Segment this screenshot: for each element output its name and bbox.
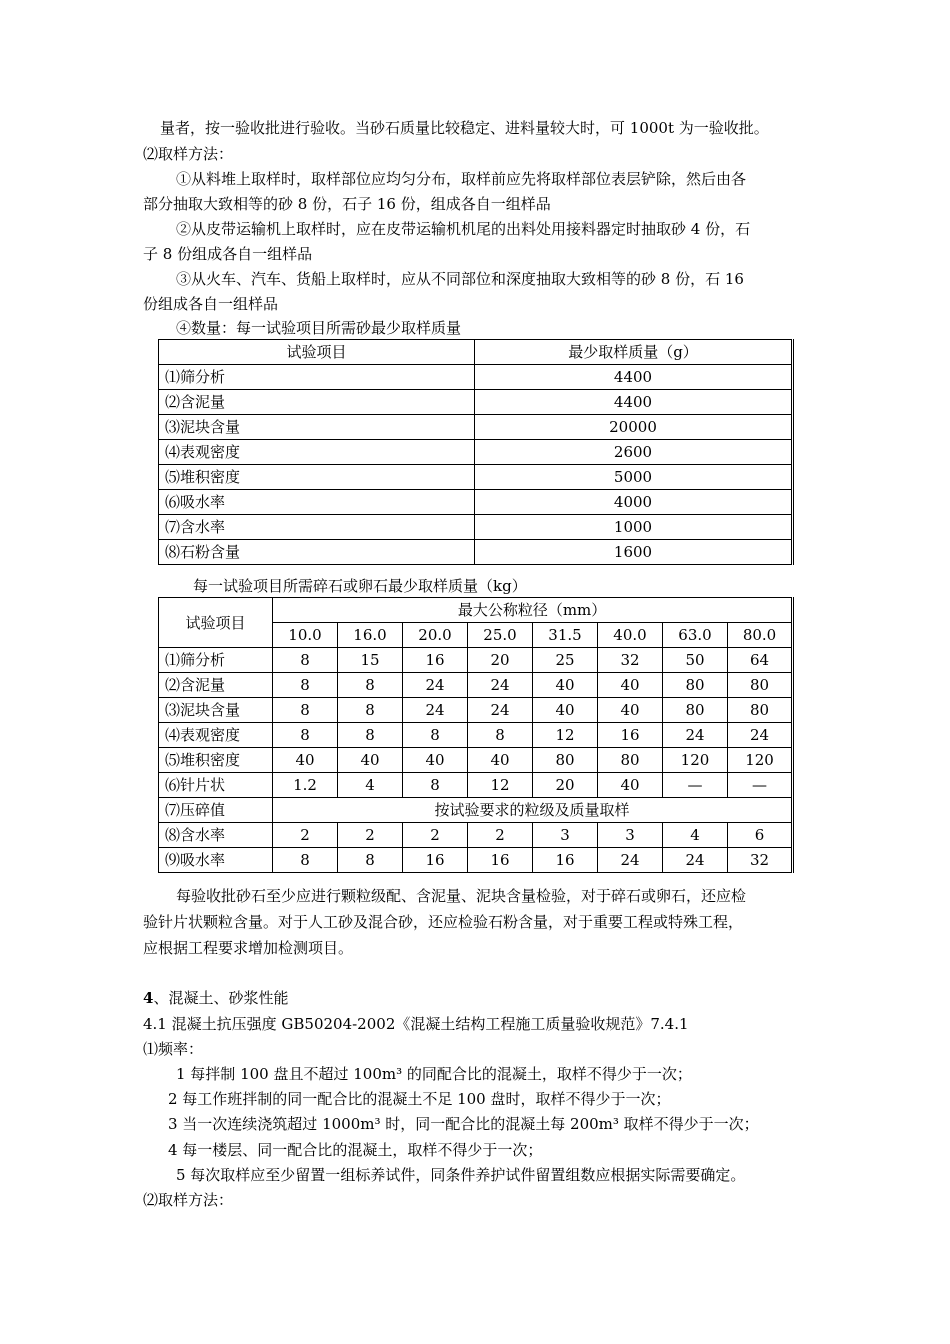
table-cell: 80 — [663, 698, 728, 723]
table-row — [159, 415, 793, 440]
table-cell: 16 — [403, 848, 468, 873]
table-cell: 4 — [338, 773, 403, 798]
list-item: 5 每次取样应至少留置一组标养试件，同条件养护试件留置组数应根据实际需要确定。 — [176, 1166, 746, 1184]
table-cell: ⑻石粉含量 — [159, 540, 475, 565]
table-cell: 25 — [533, 648, 598, 673]
table-cell: — — [663, 773, 728, 798]
text-line: 每验收批砂石至少应进行颗粒级配、含泥量、泥块含量检验，对于碎石或卵石，还应检 — [176, 887, 747, 905]
text-line: ⑵取样方法： — [143, 1191, 234, 1209]
table-cell: 2 — [403, 823, 468, 848]
table-cell: 40 — [598, 673, 663, 698]
table-row — [159, 365, 793, 390]
table-cell: 24 — [728, 723, 793, 748]
table-cell: 120 — [663, 748, 728, 773]
table-cell: ⑺压碎值 — [159, 798, 273, 823]
table-header-row — [159, 598, 793, 623]
table-cell: 24 — [663, 723, 728, 748]
table-cell: 16 — [403, 648, 468, 673]
list-item: 2 每工作班拌制的同一配合比的混凝土不足 100 盘时，取样不得少于一次； — [168, 1090, 671, 1108]
table-row — [159, 440, 793, 465]
table-row — [159, 390, 793, 415]
table-caption: 每一试验项目所需碎石或卵石最少取样质量（kg） — [193, 577, 527, 595]
table-header: 40.0 — [598, 623, 663, 648]
gravel-sample-table — [158, 597, 794, 873]
section-heading — [143, 987, 288, 1009]
table-cell: 32 — [598, 648, 663, 673]
table-cell: ⑴筛分析 — [159, 365, 475, 390]
table-cell: 6 — [728, 823, 793, 848]
table-cell: 40 — [598, 698, 663, 723]
table-row — [159, 540, 793, 565]
table-cell: 5000 — [475, 465, 793, 490]
table-cell: 12 — [533, 723, 598, 748]
table-cell: 24 — [403, 698, 468, 723]
table-cell: 24 — [468, 673, 533, 698]
table-cell: 8 — [273, 673, 338, 698]
table-cell: ⑹针片状 — [159, 773, 273, 798]
text-line: ⑵取样方法： — [143, 145, 234, 163]
table-cell: 1000 — [475, 515, 793, 540]
table-cell: 8 — [273, 848, 338, 873]
table-cell: 80 — [728, 698, 793, 723]
table-row — [159, 465, 793, 490]
table-header: 10.0 — [273, 623, 338, 648]
table-row — [159, 490, 793, 515]
table-cell: ⑹吸水率 — [159, 490, 475, 515]
table-cell: 20000 — [475, 415, 793, 440]
table-header: 31.5 — [533, 623, 598, 648]
table-cell: 24 — [468, 698, 533, 723]
table-row — [159, 698, 793, 723]
table-cell: 24 — [403, 673, 468, 698]
table-cell: 8 — [468, 723, 533, 748]
list-item: 4 每一楼层、同一配合比的混凝土，取样不得少于一次； — [168, 1141, 543, 1159]
sand-sample-table — [158, 339, 794, 565]
table-cell: 40 — [468, 748, 533, 773]
table-cell: 80 — [663, 673, 728, 698]
table-cell: 40 — [273, 748, 338, 773]
table-cell: 1600 — [475, 540, 793, 565]
table-cell: 20 — [468, 648, 533, 673]
table-cell: 24 — [598, 848, 663, 873]
table-row — [159, 748, 793, 773]
table-cell: 8 — [403, 723, 468, 748]
table-row — [159, 773, 793, 798]
table-cell: 8 — [338, 673, 403, 698]
table-cell: ⑼吸水率 — [159, 848, 273, 873]
text-line: 量者，按一验收批进行验收。当砂石质量比较稳定、进料量较大时，可 1000t 为一验收批。 — [160, 119, 769, 137]
table-cell: ⑻含水率 — [159, 823, 273, 848]
text-line: 部分抽取大致相等的砂 8 份，石子 16 份，组成各自一组样品 — [143, 195, 551, 213]
table-cell: ⑴筛分析 — [159, 648, 273, 673]
section-title: 、混凝土、砂浆性能 — [153, 989, 289, 1007]
list-item: 1 每拌制 100 盘且不超过 100m³ 的同配合比的混凝土，取样不得少于一次； — [176, 1065, 692, 1083]
table-cell: ⑶泥块含量 — [159, 415, 475, 440]
table-row — [159, 798, 793, 823]
table-cell: 16 — [598, 723, 663, 748]
list-item: 3 当一次连续浇筑超过 1000m³ 时，同一配合比的混凝土每 200m³ 取样不得少于一次； — [168, 1115, 759, 1133]
table-cell: ⑶泥块含量 — [159, 698, 273, 723]
table-row — [159, 673, 793, 698]
text-line: ②从皮带运输机上取样时，应在皮带运输机机尾的出料处用接料器定时抽取砂 4 份，石 — [176, 220, 751, 238]
table-cell: — — [728, 773, 793, 798]
table-cell: 4400 — [475, 390, 793, 415]
table-header: 最少取样质量（g） — [475, 340, 793, 365]
table-cell: 40 — [598, 773, 663, 798]
table-cell: 2 — [468, 823, 533, 848]
table-header: 63.0 — [663, 623, 728, 648]
table-cell: 8 — [338, 723, 403, 748]
table-cell: 8 — [273, 723, 338, 748]
table-cell: 1.2 — [273, 773, 338, 798]
table-cell: 2 — [338, 823, 403, 848]
table-row — [159, 648, 793, 673]
table-cell: 80 — [598, 748, 663, 773]
table-cell: 8 — [338, 848, 403, 873]
table-cell: 80 — [533, 748, 598, 773]
text-line: 应根据工程要求增加检测项目。 — [143, 939, 354, 957]
table-cell: 4400 — [475, 365, 793, 390]
table-cell: ⑷表观密度 — [159, 723, 273, 748]
text-line: ⑴频率： — [143, 1040, 204, 1058]
table-cell: 120 — [728, 748, 793, 773]
table-cell: 50 — [663, 648, 728, 673]
table-header: 试验项目 — [159, 598, 273, 648]
table-cell: 16 — [468, 848, 533, 873]
table-cell: 24 — [663, 848, 728, 873]
table-cell: 8 — [273, 698, 338, 723]
table-cell: 40 — [338, 748, 403, 773]
table-cell: 12 — [468, 773, 533, 798]
table-header: 16.0 — [338, 623, 403, 648]
table-cell: ⑵含泥量 — [159, 390, 475, 415]
table-header: 25.0 — [468, 623, 533, 648]
text-line: 验针片状颗粒含量。对于人工砂及混合砂，还应检验石粉含量，对于重要工程或特殊工程， — [143, 913, 744, 931]
table-cell: 15 — [338, 648, 403, 673]
text-line: 子 8 份组成各自一组样品 — [143, 245, 313, 263]
table-cell: 4000 — [475, 490, 793, 515]
table-header: 80.0 — [728, 623, 793, 648]
subsection-heading: 4.1 混凝土抗压强度 GB50204-2002《混凝土结构工程施工质量验收规范》7.4.1 — [143, 1015, 689, 1033]
table-cell: 80 — [728, 673, 793, 698]
table-cell: ⑸堆积密度 — [159, 748, 273, 773]
table-cell: 3 — [598, 823, 663, 848]
table-cell: ⑺含水率 — [159, 515, 475, 540]
table-row — [159, 848, 793, 873]
table-cell: 40 — [403, 748, 468, 773]
table-cell: ⑷表观密度 — [159, 440, 475, 465]
table-cell: 20 — [533, 773, 598, 798]
table-cell: 按试验要求的粒级及质量取样 — [273, 798, 793, 823]
table-cell: 8 — [273, 648, 338, 673]
text-line: ③从火车、汽车、货船上取样时，应从不同部位和深度抽取大致相等的砂 8 份，石 16 — [176, 270, 744, 288]
table-cell: 2 — [273, 823, 338, 848]
table-row — [159, 723, 793, 748]
table-cell: 8 — [338, 698, 403, 723]
table-header: 最大公称粒径（mm） — [273, 598, 793, 623]
table-cell: 40 — [533, 673, 598, 698]
text-line: ①从料堆上取样时，取样部位应均匀分布，取样前应先将取样部位表层铲除，然后由各 — [176, 170, 747, 188]
table-header: 试验项目 — [159, 340, 475, 365]
table-cell: 32 — [728, 848, 793, 873]
table-cell: 3 — [533, 823, 598, 848]
table-cell: 2600 — [475, 440, 793, 465]
text-line: 份组成各自一组样品 — [143, 295, 279, 313]
table-cell: 40 — [533, 698, 598, 723]
table-cell: 8 — [403, 773, 468, 798]
table-cell: 4 — [663, 823, 728, 848]
table-cell: 64 — [728, 648, 793, 673]
table-header-row — [159, 340, 793, 365]
table-cell: ⑸堆积密度 — [159, 465, 475, 490]
table-row — [159, 823, 793, 848]
table-row — [159, 515, 793, 540]
text-line: ④数量：每一试验项目所需砂最少取样质量 — [176, 319, 462, 337]
section-number: 4 — [143, 989, 154, 1007]
table-cell: 16 — [533, 848, 598, 873]
table-cell: ⑵含泥量 — [159, 673, 273, 698]
table-header: 20.0 — [403, 623, 468, 648]
